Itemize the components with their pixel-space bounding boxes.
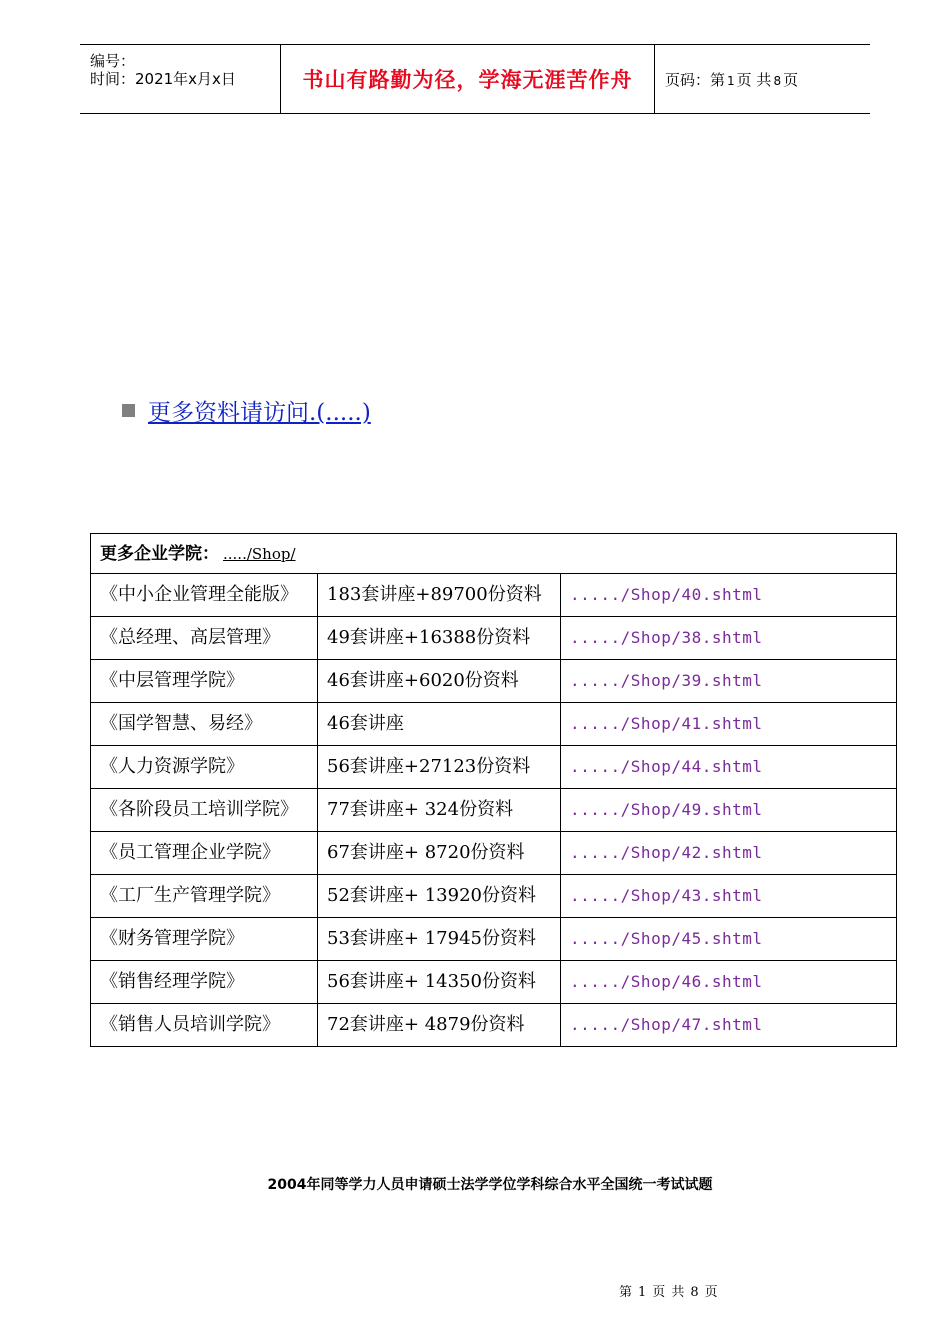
course-name-cell [91,875,318,918]
table-row [91,1004,897,1047]
course-url-cell [561,961,897,1004]
number-label: 编号： [90,52,136,70]
course-desc-cell [318,617,561,660]
course-url[interactable]: ...../Shop/38.shtml [570,628,763,647]
course-name: 《中小企业管理全能版》 [100,584,298,605]
course-url[interactable]: ...../Shop/49.shtml [570,800,763,819]
table-header-row [91,534,897,574]
table-row [91,875,897,918]
course-desc-cell [318,1004,561,1047]
course-url-cell [561,918,897,961]
course-url-cell [561,574,897,617]
course-name-cell [91,746,318,789]
course-name: 《员工管理企业学院》 [100,842,280,863]
course-name-cell [91,1004,318,1047]
table-row [91,660,897,703]
course-name-cell [91,617,318,660]
course-name-cell [91,574,318,617]
footer-page-total: 8 [690,1285,699,1300]
table-row [91,789,897,832]
course-url[interactable]: ...../Shop/40.shtml [570,585,763,604]
course-name-cell [91,789,318,832]
page-total: 8 [773,73,782,88]
course-desc-cell [318,918,561,961]
course-name: 《工厂生产管理学院》 [100,885,280,906]
course-desc: 77套讲座+ 324份资料 [327,799,514,820]
table-header-label: 更多企业学院： [100,544,219,564]
time-label: 时间：2021年x月x日 [90,70,236,88]
course-desc-cell [318,789,561,832]
course-desc-cell [318,703,561,746]
table-row [91,617,897,660]
course-desc-cell [318,660,561,703]
course-name: 《各阶段员工培训学院》 [100,799,298,820]
course-desc: 52套讲座+ 13920份资料 [327,885,536,906]
course-desc-cell [318,574,561,617]
course-desc-cell [318,746,561,789]
course-desc: 53套讲座+ 17945份资料 [327,928,536,949]
page-indicator: 页码：第 1 页 共 8 页 [665,70,799,89]
course-desc: 72套讲座+ 4879份资料 [327,1014,525,1035]
course-name-cell [91,832,318,875]
more-resources-line [122,394,371,427]
course-desc: 56套讲座+ 14350份资料 [327,971,536,992]
course-url-cell [561,1004,897,1047]
course-desc-cell [318,832,561,875]
course-name: 《国学智慧、易经》 [100,713,262,734]
course-url[interactable]: ...../Shop/45.shtml [570,929,763,948]
motto-text: 书山有路勤为径，学海无涯苦作舟 [302,68,633,92]
course-url-cell [561,703,897,746]
header-motto-cell [281,45,655,113]
course-url[interactable]: ...../Shop/46.shtml [570,972,763,991]
course-url-cell [561,832,897,875]
course-url-cell [561,746,897,789]
exam-title: 2004年同等学力人员申请硕士法学学位学科综合水平全国统一考试试题 [267,1177,713,1193]
table-header-url[interactable]: ...../Shop/ [223,545,296,563]
course-name: 《销售经理学院》 [100,971,244,992]
header-meta-cell [80,45,281,113]
course-name-cell [91,918,318,961]
more-resources-link[interactable]: 更多资料请访问.(.....) [148,400,371,426]
course-name-cell [91,660,318,703]
table-row [91,918,897,961]
footer-page-current: 1 [638,1285,647,1300]
course-desc-cell [318,875,561,918]
course-desc: 46套讲座+6020份资料 [327,670,519,691]
square-bullet-icon [122,404,135,417]
course-url-cell [561,789,897,832]
table-row [91,746,897,789]
course-url[interactable]: ...../Shop/39.shtml [570,671,763,690]
course-url[interactable]: ...../Shop/42.shtml [570,843,763,862]
course-name-cell [91,961,318,1004]
course-name: 《人力资源学院》 [100,756,244,777]
course-desc: 56套讲座+27123份资料 [327,756,531,777]
course-table [90,533,897,1047]
course-name: 《总经理、高层管理》 [100,627,280,648]
course-url-cell [561,660,897,703]
course-name: 《中层管理学院》 [100,670,244,691]
course-desc: 67套讲座+ 8720份资料 [327,842,525,863]
course-name-cell [91,703,318,746]
course-desc: 183套讲座+89700份资料 [327,584,542,605]
page-footer: 第 1 页 共 8 页 [619,1285,718,1300]
page-current: 1 [727,73,735,88]
table-row [91,574,897,617]
course-url-cell [561,875,897,918]
course-desc: 49套讲座+16388份资料 [327,627,531,648]
table-row [91,832,897,875]
course-url[interactable]: ...../Shop/47.shtml [570,1015,763,1034]
table-row [91,961,897,1004]
course-desc: 46套讲座 [327,713,404,734]
course-name: 《财务管理学院》 [100,928,244,949]
course-url[interactable]: ...../Shop/43.shtml [570,886,763,905]
course-desc-cell [318,961,561,1004]
course-name: 《销售人员培训学院》 [100,1014,280,1035]
table-header-cell [91,534,897,574]
table-row [91,703,897,746]
course-url[interactable]: ...../Shop/41.shtml [570,714,763,733]
header-page-cell [655,45,870,113]
page-header [80,44,870,114]
course-url[interactable]: ...../Shop/44.shtml [570,757,763,776]
course-url-cell [561,617,897,660]
